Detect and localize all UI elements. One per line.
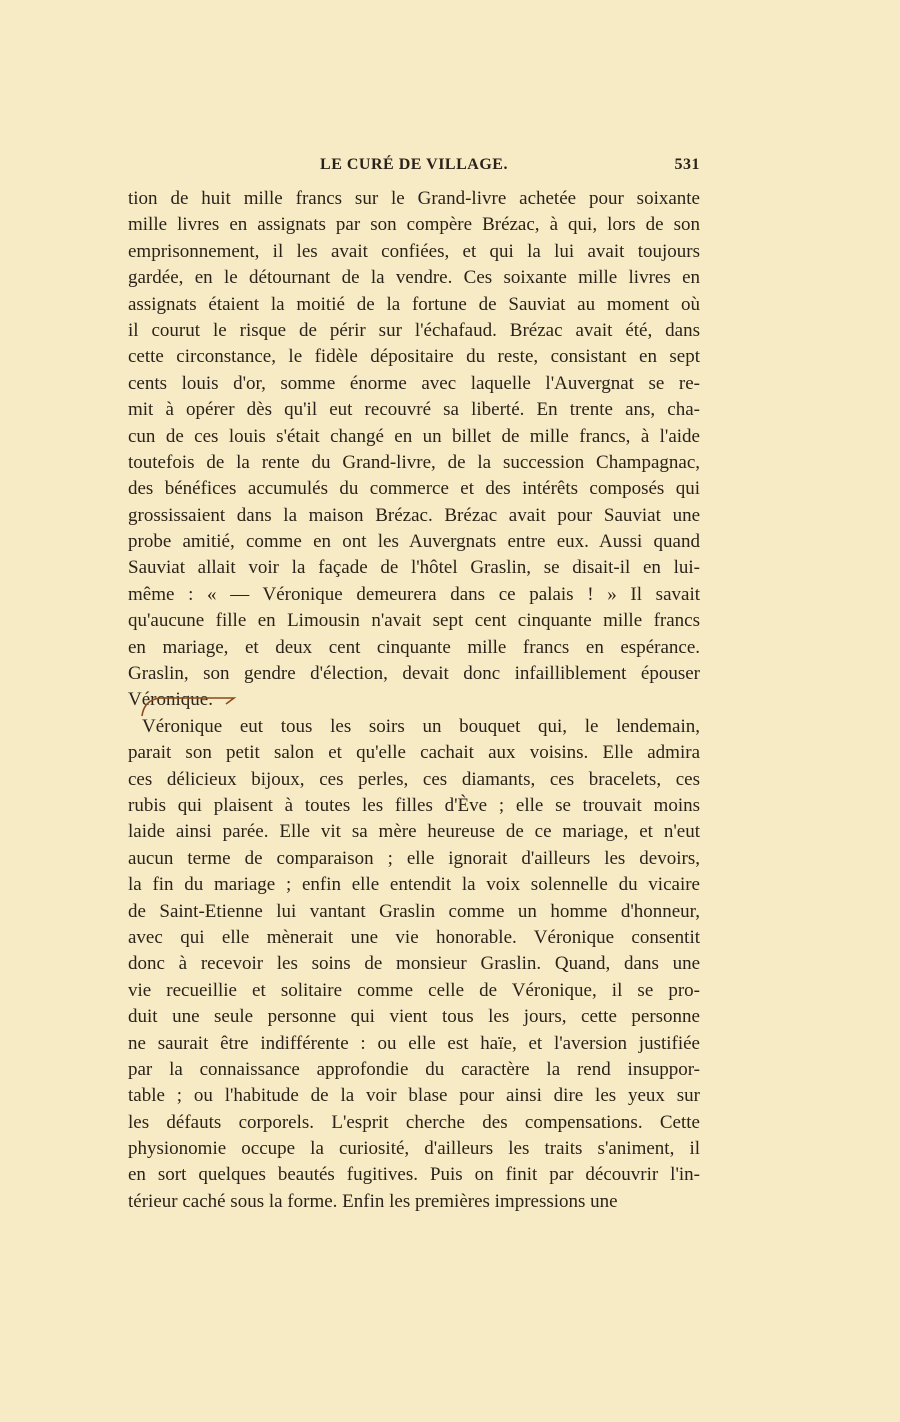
text-line: cents louis d'or, somme énorme avec laquelle l'Auvergnat se re- bbox=[128, 372, 700, 394]
text-line: assignats étaient la moitié de la fortune de Sauviat au moment où bbox=[128, 293, 700, 315]
text-line: mit à opérer dès qu'il eut recouvré sa liberté. En trente ans, cha- bbox=[128, 399, 700, 421]
text-line: même : « — Véronique demeurera dans ce palais ! » Il savait bbox=[128, 583, 700, 605]
text-line: donc à recevoir les soins de monsieur Graslin. Quand, dans une bbox=[128, 953, 700, 975]
text-line: par la connaissance approfondie du caractère la rend insuppor- bbox=[128, 1058, 700, 1080]
text-line: cette circonstance, le fidèle dépositaire du reste, consistant en sept bbox=[128, 346, 700, 368]
text-line: laide ainsi parée. Elle vit sa mère heureuse de ce mariage, et n'eut bbox=[128, 821, 700, 843]
text-line: Sauviat allait voir la façade de l'hôtel Graslin, se disait-il en lui- bbox=[128, 557, 700, 579]
text-line: rubis qui plaisent à toutes les filles d'Ève ; elle se trouvait moins bbox=[128, 794, 700, 816]
text-line: les défauts corporels. L'esprit cherche des compensations. Cette bbox=[128, 1111, 700, 1133]
text-line: de Saint-Etienne lui vantant Graslin comme un homme d'honneur, bbox=[128, 900, 700, 922]
text-line: il courut le risque de périr sur l'échafaud. Brézac avait été, dans bbox=[128, 319, 700, 341]
text-line: toutefois de la rente du Grand-livre, de la succession Champagnac, bbox=[128, 451, 700, 473]
text-line: ces délicieux bijoux, ces perles, ces diamants, ces bracelets, ces bbox=[128, 768, 700, 790]
text-line: tion de huit mille francs sur le Grand-livre achetée pour soixante bbox=[128, 188, 700, 209]
text-line: probe amitié, comme en ont les Auvergnats entre eux. Aussi quand bbox=[128, 531, 700, 553]
text-line: emprisonnement, il les avait confiées, et qui la lui avait toujours bbox=[128, 240, 700, 262]
text-line: mille livres en assignats par son compère Brézac, à qui, lors de son bbox=[128, 214, 700, 236]
text-line: térieur caché sous la forme. Enfin les premières impressions une bbox=[128, 1190, 618, 1212]
text-line: grossissaient dans la maison Brézac. Brézac avait pour Sauviat une bbox=[128, 504, 700, 526]
text-line: table ; ou l'habitude de la voir blase pour ainsi dire les yeux sur bbox=[128, 1085, 700, 1107]
handwritten-paragraph-mark bbox=[130, 694, 250, 724]
text-line: aucun terme de comparaison ; elle ignorait d'ailleurs les devoirs, bbox=[128, 847, 700, 869]
text-line: ne saurait être indifférente : ou elle est haïe, et l'aversion justifiée bbox=[128, 1032, 700, 1054]
text-line: Véronique eut tous les soirs un bouquet qui, le lendemain, bbox=[142, 715, 700, 737]
text-line: parait son petit salon et qu'elle cachait aux voisins. Elle admira bbox=[128, 742, 700, 764]
text-line: duit une seule personne qui vient tous les jours, cette personne bbox=[128, 1006, 700, 1028]
text-line: cun de ces louis s'était changé en un billet de mille francs, à l'aide bbox=[128, 425, 700, 447]
running-title: LE CURÉ DE VILLAGE. bbox=[320, 156, 508, 173]
running-header bbox=[128, 156, 700, 180]
text-line: qu'aucune fille en Limousin n'avait sept cent cinquante mille francs bbox=[128, 610, 700, 632]
text-line: des bénéfices accumulés du commerce et des intérêts composés qui bbox=[128, 478, 700, 500]
text-line: physionomie occupe la curiosité, d'ailleurs les traits s'animent, il bbox=[128, 1138, 700, 1160]
text-line: vie recueillie et solitaire comme celle de Véronique, il se pro- bbox=[128, 979, 700, 1001]
text-line: Véronique. bbox=[128, 689, 213, 711]
text-line: Graslin, son gendre d'élection, devait donc infailliblement épouser bbox=[128, 663, 700, 685]
text-line: en sort quelques beautés fugitives. Puis on finit par découvrir l'in- bbox=[128, 1164, 700, 1186]
text-line: la fin du mariage ; enfin elle entendit la voix solennelle du vicaire bbox=[128, 874, 700, 896]
text-line: avec qui elle mènerait une vie honorable. Véronique consentit bbox=[128, 926, 700, 948]
text-line: en mariage, et deux cent cinquante mille francs en espérance. bbox=[128, 636, 700, 658]
text-line: gardée, en le détournant de la vendre. Ces soixante mille livres en bbox=[128, 267, 700, 289]
page-number: 531 bbox=[674, 156, 700, 173]
